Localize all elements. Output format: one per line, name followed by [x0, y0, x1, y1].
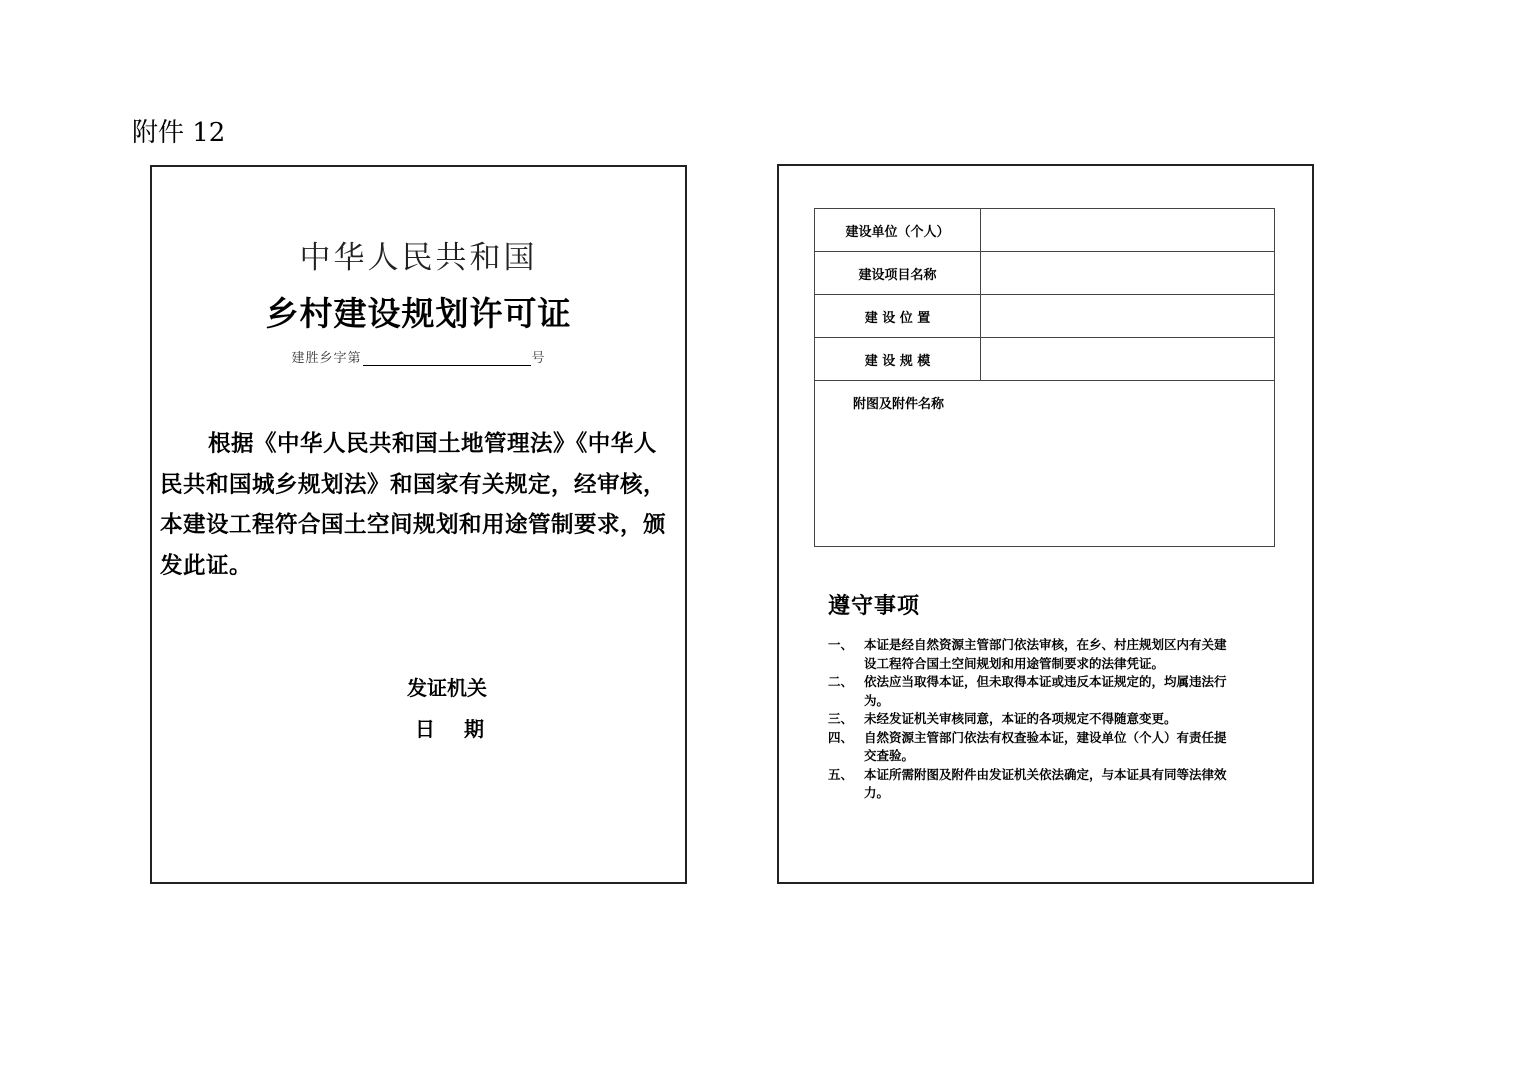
certificate-title: 乡村建设规划许可证	[265, 294, 572, 333]
number-blank[interactable]	[363, 351, 531, 366]
list-item	[828, 636, 1260, 673]
list-item	[828, 729, 1260, 766]
row-label: 建 设 规 模	[815, 338, 981, 381]
rules-title: 遵守事项	[828, 593, 921, 619]
info-table	[814, 208, 1275, 547]
rule-text: 本证所需附图及附件由发证机关依法确定，与本证具有同等法律效	[864, 766, 1227, 782]
date-label: 日 期	[415, 717, 484, 741]
issuer-label: 发证机关	[407, 676, 487, 700]
row-value[interactable]	[981, 338, 1275, 381]
rule-text: 自然资源主管部门依法有权查验本证，建设单位（个人）有责任提	[864, 729, 1227, 745]
certificate-number	[150, 347, 687, 366]
attachments-label: 附图及附件名称	[853, 397, 945, 412]
number-prefix: 建胜乡字第	[291, 351, 362, 366]
rule-text-continued: 设工程符合国土空间规划和用途管制要求的法律凭证。	[864, 655, 1165, 671]
rule-text: 未经发证机关审核同意，本证的各项规定不得随意变更。	[864, 711, 1177, 726]
rule-number: 四、	[828, 729, 854, 745]
table-row	[815, 252, 1275, 295]
table-row	[815, 381, 1275, 547]
certificate-body: 根据《中华人民共和国土地管理法》《中华人民共和国城乡规划法》和国家有关规定，经审核，本建设工程符合国土空间规划和用途管制要求，颁发此证。	[160, 431, 667, 579]
row-label: 建设单位（个人）	[815, 209, 981, 252]
row-value[interactable]	[981, 209, 1275, 252]
rule-number: 二、	[828, 674, 854, 689]
attachments-cell[interactable]	[815, 381, 1275, 547]
country-name: 中华人民共和国	[299, 240, 538, 276]
rule-number: 一、	[828, 637, 854, 652]
attachment-label: 附件 12	[132, 118, 226, 148]
list-item	[828, 673, 1260, 710]
list-item	[828, 766, 1260, 803]
table-row	[815, 295, 1275, 338]
front-content-anchor	[150, 0, 687, 1]
row-label: 建设项目名称	[815, 252, 981, 295]
rule-text-continued: 力。	[864, 785, 890, 800]
table-row	[815, 209, 1275, 252]
rule-number: 五、	[828, 766, 854, 782]
rule-text-continued: 为。	[864, 692, 890, 708]
number-suffix: 号	[531, 351, 546, 366]
rule-text-continued: 交查验。	[864, 748, 915, 763]
rule-text: 依法应当取得本证，但未取得本证或违反本证规定的，均属违法行	[864, 674, 1227, 689]
rule-number: 三、	[828, 711, 854, 726]
rule-text: 本证是经自然资源主管部门依法审核，在乡、村庄规划区内有关建	[864, 637, 1227, 652]
row-value[interactable]	[981, 252, 1275, 295]
row-label: 建 设 位 置	[815, 295, 981, 338]
row-value[interactable]	[981, 295, 1275, 338]
list-item	[828, 710, 1260, 729]
table-row	[815, 338, 1275, 381]
rules-list	[828, 636, 1260, 803]
